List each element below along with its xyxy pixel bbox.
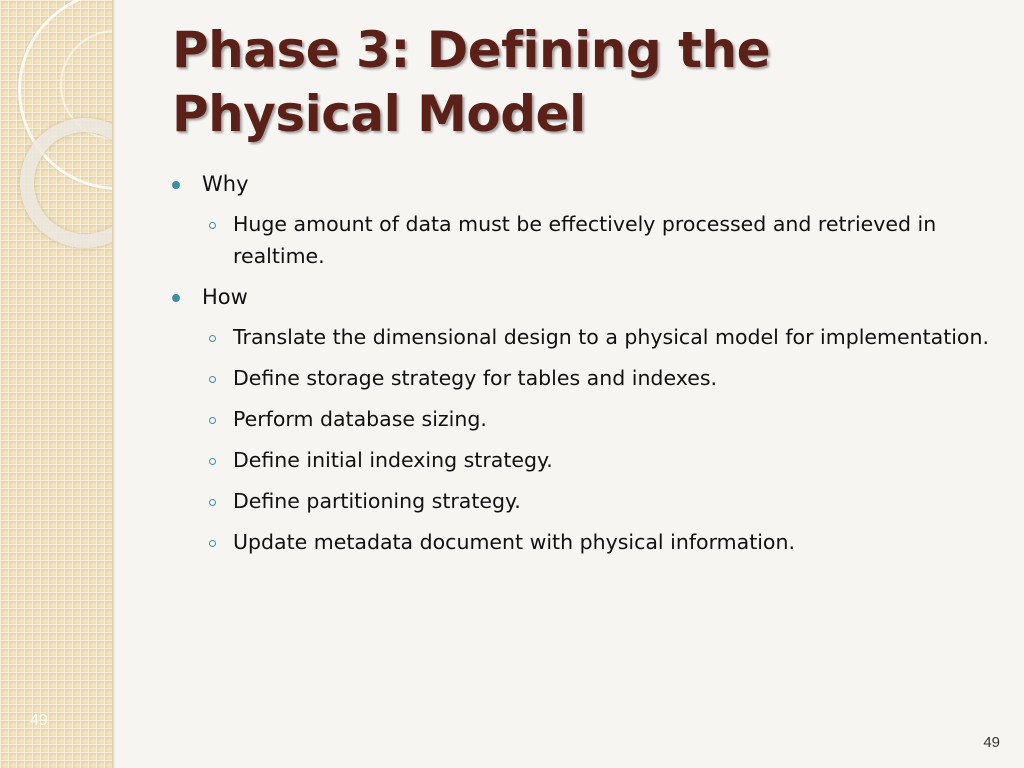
sub-bullet-text: Define storage strategy for tables and indexes. [233, 366, 718, 390]
sub-bullet-text: Define initial indexing strategy. [233, 448, 553, 472]
sub-bullet-text: Translate the dimensional design to a physical model for implementation. [233, 325, 989, 349]
bullet-item [172, 168, 992, 200]
bullet-ring-icon [209, 222, 216, 229]
sub-bullet-item [172, 485, 992, 517]
bullet-text: How [202, 285, 248, 309]
slide-content [172, 168, 992, 567]
bullet-item [172, 281, 992, 313]
slide-title: Phase 3: Defining the Physical Model [172, 21, 770, 143]
sub-bullet-item [172, 362, 992, 394]
bullet-dot-icon [172, 294, 180, 302]
bullet-ring-icon [209, 499, 216, 506]
sub-bullet-item [172, 444, 992, 476]
sidebar-slide-number: 49 [30, 712, 48, 729]
sub-bullet-item [172, 403, 992, 435]
sub-bullet-item [172, 208, 992, 272]
sub-bullet-item [172, 526, 992, 558]
bullet-ring-icon [209, 540, 216, 547]
sub-bullet-text: Perform database sizing. [233, 407, 487, 431]
sub-bullet-text: Update metadata document with physical information. [233, 530, 795, 554]
bullet-ring-icon [209, 335, 216, 342]
bullet-text: Why [202, 172, 249, 196]
bullet-ring-icon [209, 458, 216, 465]
sub-bullet-text: Define partitioning strategy. [233, 489, 521, 513]
sub-bullet-text: Huge amount of data must be effectively processed and retrieved in realtime. [233, 212, 937, 268]
sub-bullet-item [172, 321, 992, 353]
bullet-dot-icon [172, 181, 180, 189]
decorative-sidebar [0, 0, 112, 768]
bullet-ring-icon [209, 376, 216, 383]
page-number: 49 [983, 734, 1000, 751]
sidebar-edge-divider [112, 0, 115, 768]
bullet-ring-icon [209, 417, 216, 424]
